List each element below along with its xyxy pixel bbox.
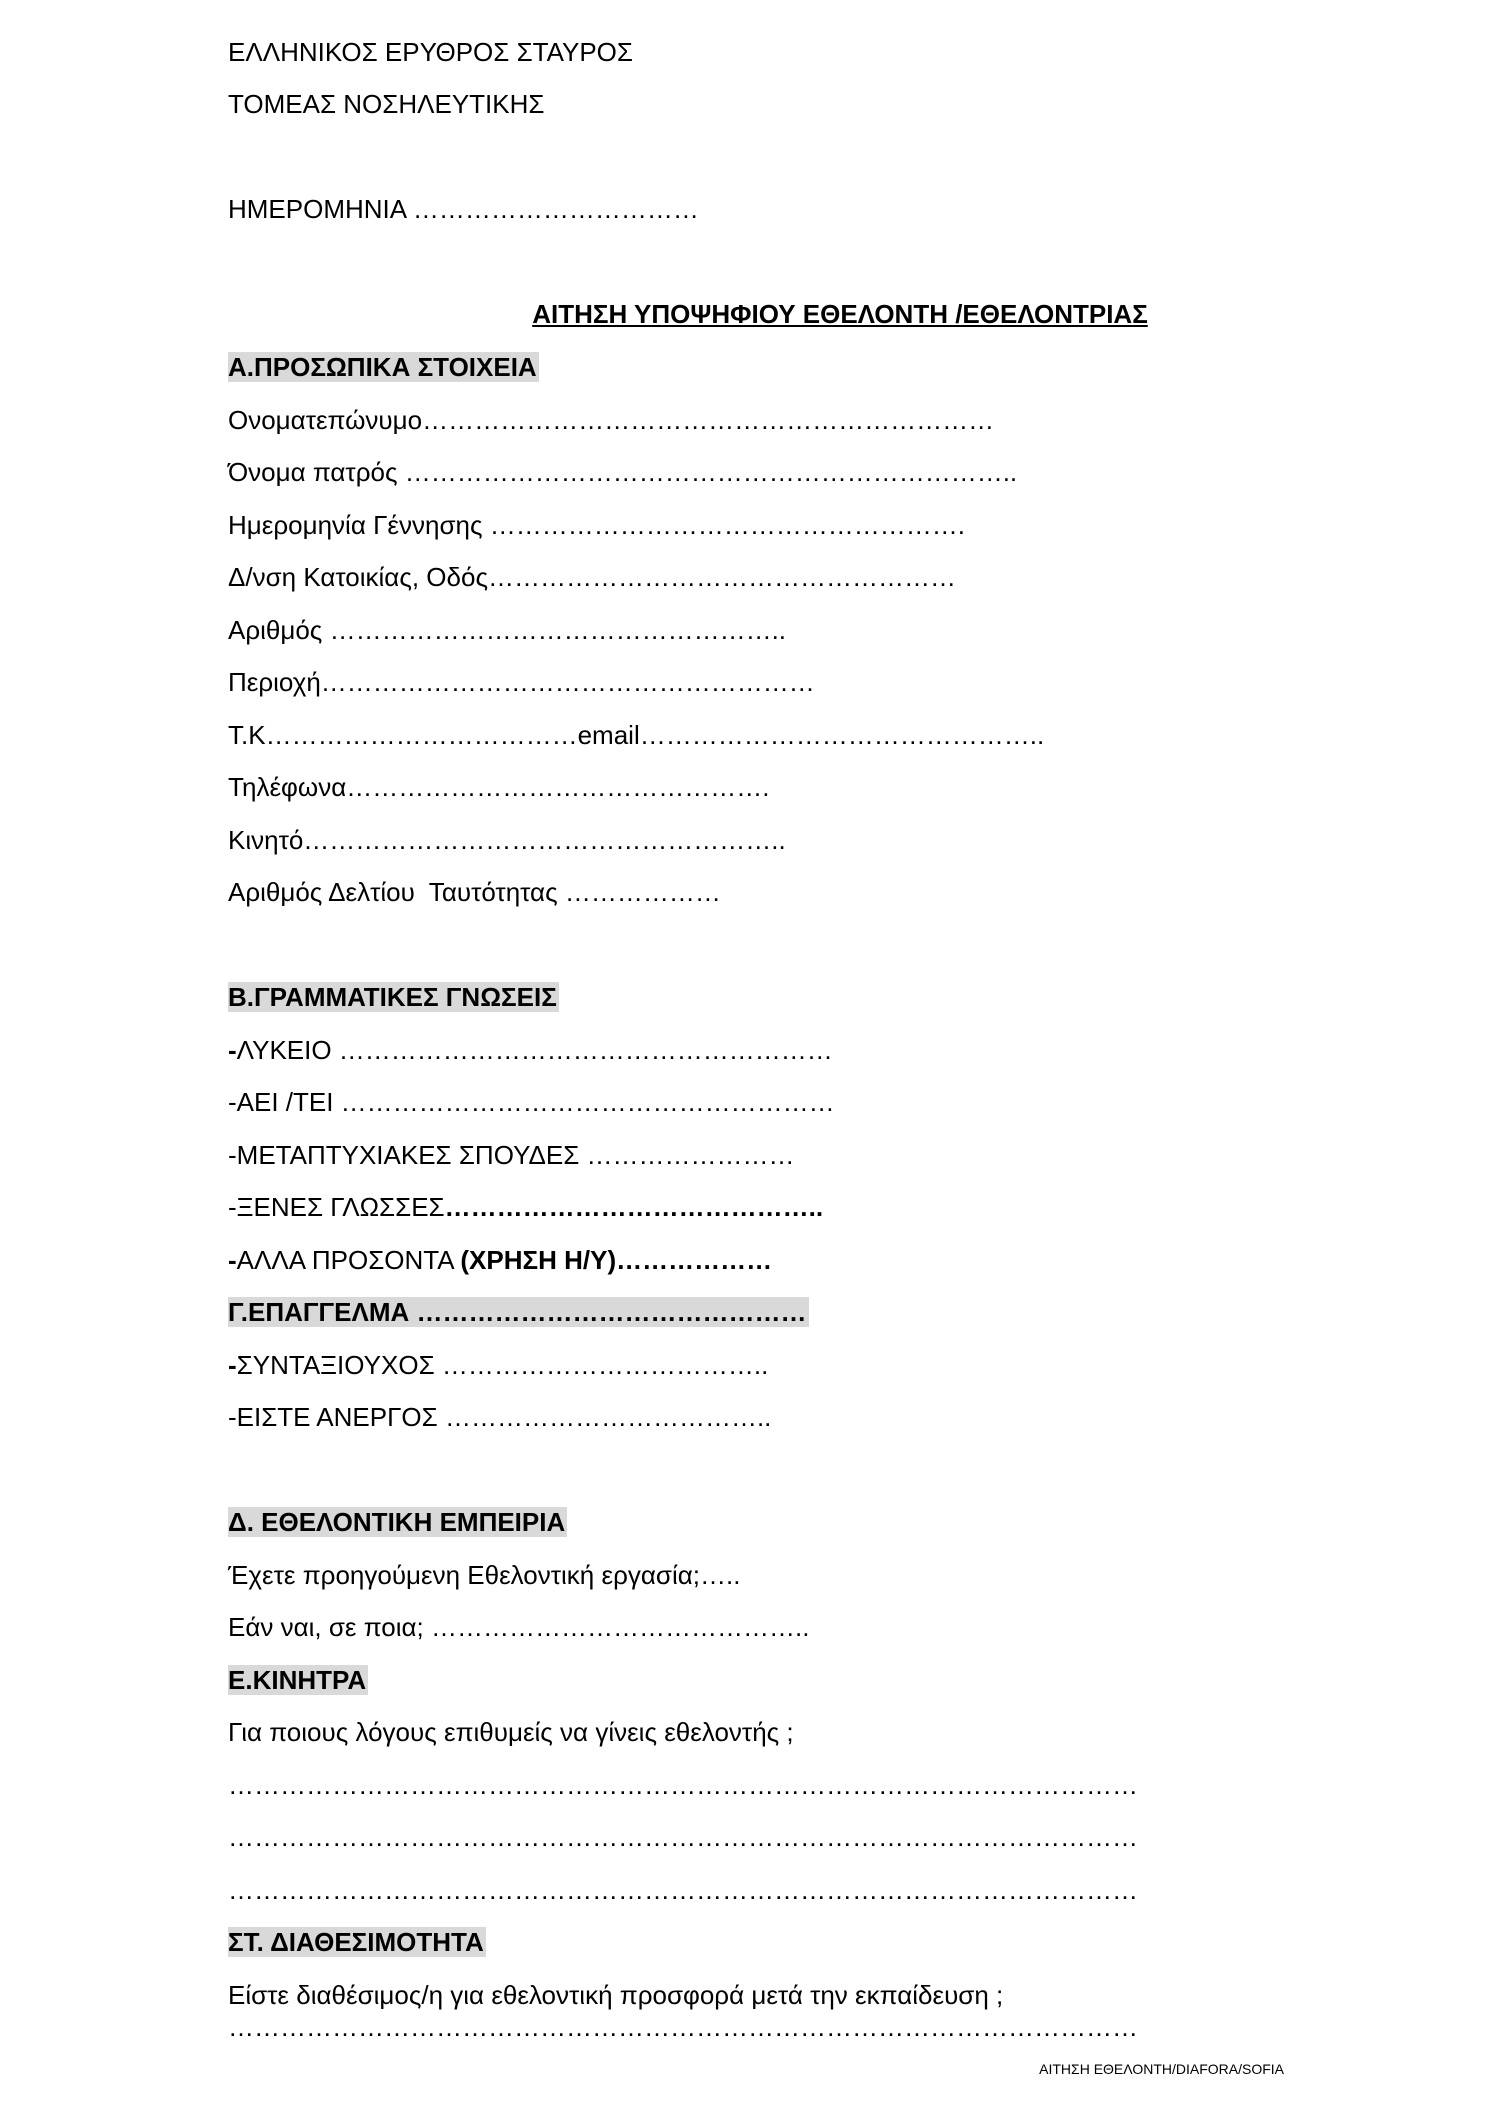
field-lykeio bbox=[228, 1034, 833, 1066]
section-a-heading bbox=[228, 351, 539, 383]
retired-text: ΣΥΝΤΑΞΙΟΥΧΟΣ ……………………………….. bbox=[236, 1350, 769, 1380]
availability-question: Είστε διαθέσιμος/η για εθελοντική προσφορά μετά την εκπαίδευση ; bbox=[228, 1980, 1004, 2010]
lykeio-text: ΛΥΚΕΙΟ ………………………………………………… bbox=[236, 1035, 833, 1065]
other-bold: (ΧΡΗΣΗ Η/Υ)……………… bbox=[460, 1245, 773, 1275]
motivation-question: Για ποιους λόγους επιθυμείς να γίνεις εθελοντής ; bbox=[228, 1717, 794, 1747]
field-mobile: Κινητό……………………………………………….. bbox=[228, 825, 786, 855]
field-postgraduate: -ΜΕΤΑΠΤΥΧΙΑΚΕΣ ΣΠΟΥΔΕΣ …………………… bbox=[228, 1140, 795, 1170]
field-phones: Τηλέφωνα…………………………………………. bbox=[228, 772, 770, 802]
field-birth-date: Ημερομηνία Γέννησης ………………………………………………. bbox=[228, 510, 965, 540]
footer-reference: ΑΙΤΗΣΗ ΕΘΕΛΟΝΤΗ/DIAFORA/SOFIA bbox=[1039, 2061, 1284, 2077]
field-address-street: Δ/νση Κατοικίας, Οδός……………………………………………… bbox=[228, 562, 956, 592]
field-previous-volunteering: Έχετε προηγούμενη Εθελοντική εργασία;….. bbox=[228, 1560, 741, 1590]
field-other-skills bbox=[228, 1244, 772, 1276]
other-label: ΑΛΛΑ ΠΡΟΣΟΝΤΑ bbox=[236, 1245, 461, 1275]
department-name: ΤΟΜΕΑΣ ΝΟΣΗΛΕΥΤΙΚΗΣ bbox=[228, 89, 545, 119]
motivation-blank-line: …………………………………………………………………………………………… bbox=[228, 1875, 1138, 1905]
section-c-heading-text: Γ.ΕΠΑΓΓΕΛΜΑ ……………………………………… bbox=[228, 1297, 807, 1327]
field-postcode-email: Τ.Κ………………………………email……………………………………….. bbox=[228, 720, 1045, 750]
form-title: ΑΙΤΗΣΗ ΥΠΟΨΗΦΙΟΥ ΕΘΕΛΟΝΤΗ /ΕΘΕΛΟΝΤΡΙΑΣ bbox=[532, 299, 1148, 329]
languages-label: -ΞΕΝΕΣ ΓΛΩΣΣΕΣ bbox=[228, 1192, 445, 1222]
section-b-heading-text: Β.ΓΡΑΜΜΑΤΙΚΕΣ ΓΝΩΣΕΙΣ bbox=[228, 982, 557, 1012]
field-which-volunteering: Εάν ναι, σε ποια; …………………………………….. bbox=[228, 1612, 810, 1642]
field-unemployed: -ΕΙΣΤΕ ΑΝΕΡΓΟΣ ……………………………….. bbox=[228, 1402, 772, 1432]
field-father-name: Όνομα πατρός …………………………………………………………….. bbox=[228, 457, 1018, 487]
section-c-heading bbox=[228, 1296, 809, 1328]
languages-dots: …………………………………….. bbox=[444, 1192, 824, 1222]
other-dash: - bbox=[228, 1245, 237, 1275]
date-field: ΗΜΕΡΟΜΗΝΙΑ …………………………… bbox=[228, 194, 699, 224]
field-full-name: Ονοματεπώνυμο………………………………………………………… bbox=[228, 405, 995, 435]
retired-dash: - bbox=[228, 1350, 237, 1380]
section-e-heading bbox=[228, 1664, 368, 1696]
section-d-heading bbox=[228, 1506, 567, 1538]
field-retired bbox=[228, 1349, 768, 1381]
motivation-blank-line: …………………………………………………………………………………………… bbox=[228, 1770, 1138, 1800]
field-street-number: Αριθμός …………………………………………….. bbox=[228, 615, 787, 645]
section-e-heading-text: Ε.ΚΙΝΗΤΡΑ bbox=[228, 1665, 367, 1695]
organization-name: ΕΛΛΗΝΙΚΟΣ ΕΡΥΘΡΟΣ ΣΤΑΥΡΟΣ bbox=[228, 37, 633, 67]
field-id-number: Αριθμός Δελτίου Ταυτότητας ……………… bbox=[228, 877, 721, 907]
availability-blank-line: …………………………………………………………………………………………… bbox=[228, 2012, 1138, 2042]
section-a-heading-text: Α.ΠΡΟΣΩΠΙΚΑ ΣΤΟΙΧΕΙΑ bbox=[228, 352, 537, 382]
section-b-heading bbox=[228, 981, 559, 1013]
section-f-heading-text: ΣΤ. ΔΙΑΘΕΣΙΜΟΤΗΤΑ bbox=[228, 1927, 484, 1957]
section-d-heading-text: Δ. ΕΘΕΛΟΝΤΙΚΗ ΕΜΠΕΙΡΙΑ bbox=[228, 1507, 566, 1537]
field-languages bbox=[228, 1191, 823, 1223]
field-area: Περιοχή………………………………………………… bbox=[228, 667, 815, 697]
section-f-heading bbox=[228, 1926, 486, 1958]
motivation-blank-line: …………………………………………………………………………………………… bbox=[228, 1822, 1138, 1852]
field-aei-tei: -ΑΕΙ /ΤΕΙ ………………………………………………… bbox=[228, 1087, 835, 1117]
lykeio-dash: - bbox=[228, 1035, 237, 1065]
